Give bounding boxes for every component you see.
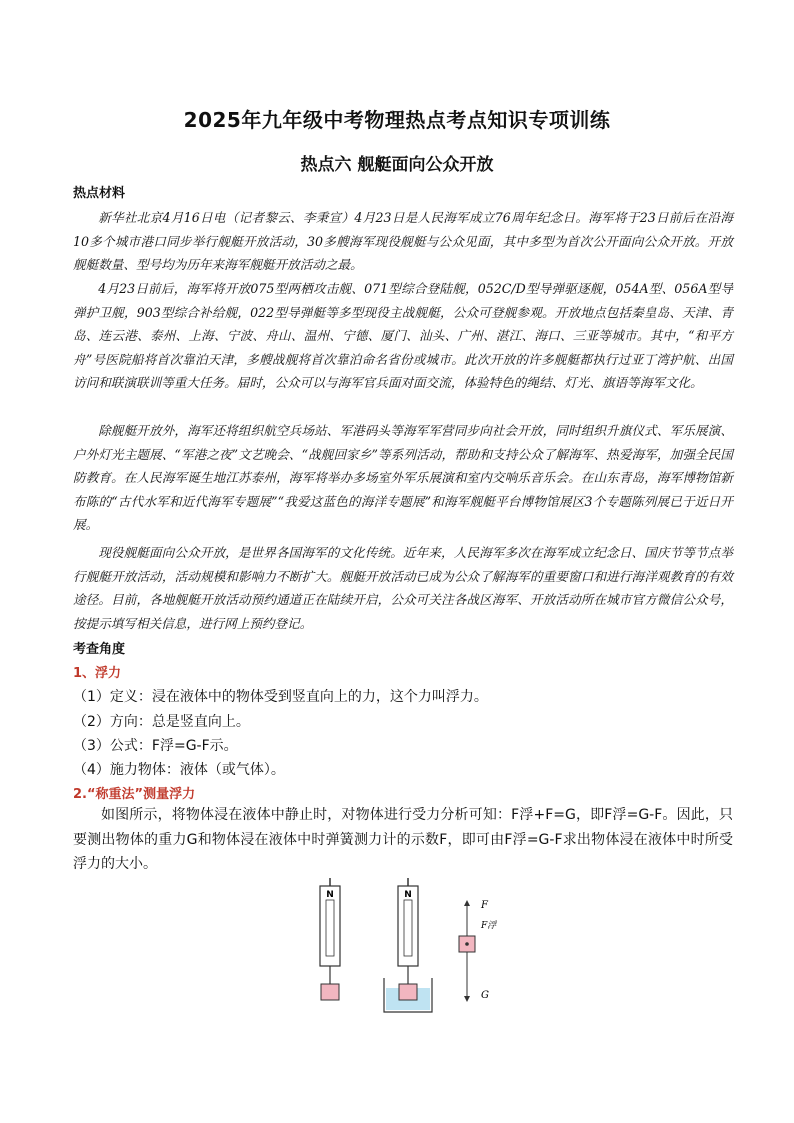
force-analysis [459,900,497,1002]
scale-unit-label: N [326,890,334,900]
material-paragraph-3: 除舰艇开放外，海军还将组织航空兵场站、军港码头等海军军营同步向社会开放，同时组织升旗仪式、军乐展演、户外灯光主题展、“军港之夜”文艺晚会、“战舰回家乡”等系列活动，帮助和支持公众了解海军、热爱海军，加强全民国防教育。在人民海军诞生地江苏泰州，海军将举办多场室外军乐展演和室内交响乐音乐会。在山东青岛，海军博物馆新布陈的“古代水军和近代海军专题展”“我爱这蓝色的海洋专题展”和海军舰艇平台博物馆展区3个专题陈列展已于近日开展。 [73,423,733,533]
scale-unit-label: N [404,890,412,900]
buoyancy-direction: （2）方向：总是竖直向上。 [73,714,250,730]
block-in-air [321,984,339,1000]
spring-scale-in-liquid [384,878,432,1012]
block-in-liquid [399,984,417,1000]
angle-label: 考查角度 [73,642,126,657]
buoyancy-source: （4）施力物体：液体（或气体）。 [73,762,285,778]
material-paragraph-1: 新华社北京4月16日电（记者黎云、李秉宣）4月23日是人民海军成立76周年纪念日。海军将于23日前后在沿海10多个城市港口同步举行舰艇开放活动，30多艘海军现役舰艇与公众见面，其中多型为首次公开面向公众开放。开放舰艇数量、型号均为历年来海军舰艇开放活动之最。 [73,210,733,273]
buoyancy-formula: （3）公式：F浮=G-F示。 [73,738,238,754]
force-diagram [300,878,520,1018]
section-2-title: 2.“称重法”测量浮力 [73,787,196,802]
material-label: 热点材料 [73,186,126,201]
force-buoyancy-label: F浮 [481,921,497,931]
material-paragraph-2: 4月23日前后，海军将开放075型两栖攻击舰、071型综合登陆舰，052C/D型导弹驱逐舰，054A型、056A型导弹护卫舰，903型综合补给舰，022型导弹艇等多型现役主战舰艇，公众可登舰参观。开放地点包括秦皇岛、天津、青岛、连云港、泰州、上海、宁波、舟山、温州、宁德、厦门、汕头、广州、湛江、海口、三亚等城市。其中，“和平方舟”号医院船将首次靠泊天津，多艘战舰将首次靠泊命名省份或城市。此次开放的许多舰艇都执行过亚丁湾护航、出国访问和联演联训等重大任务。届时，公众可以与海军官兵面对面交流，体验特色的绳结、灯光、旗语等海军文化。 [73,281,733,391]
page-title: 2025年九年级中考物理热点考点知识专项训练 [183,108,611,132]
material-paragraph-4: 现役舰艇面向公众开放，是世界各国海军的文化传统。近年来，人民海军多次在海军成立纪念日、国庆节等节点举行舰艇开放活动，活动规模和影响力不断扩大。舰艇开放活动已成为公众了解海军的重要窗口和进行海洋观教育的有效途径。目前，各地舰艇开放活动预约通道正在陆续开启，公众可关注各战区海军、开放活动所在城市官方微信公众号，按提示填写相关信息，进行网上预约登记。 [73,545,733,631]
section-1-title: 1、浮力 [73,666,122,681]
spring-scale-in-air [320,878,340,1000]
buoyancy-definition: （1）定义：浸在液体中的物体受到竖直向上的力，这个力叫浮力。 [73,689,488,705]
force-g-label: G [481,990,489,1001]
weighing-method-text: 如图所示，将物体浸在液体中静止时，对物体进行受力分析可知：F浮+F=G，即F浮=G-F。因此，只要测出物体的重力G和物体浸在液体中时弹簧测力计的示数F，即可由F浮=G-F求出物体浸在液体中时所受浮力的大小。 [73,807,733,872]
force-f-label: F [481,900,488,911]
page-subtitle: 热点六 舰艇面向公众开放 [300,155,494,175]
